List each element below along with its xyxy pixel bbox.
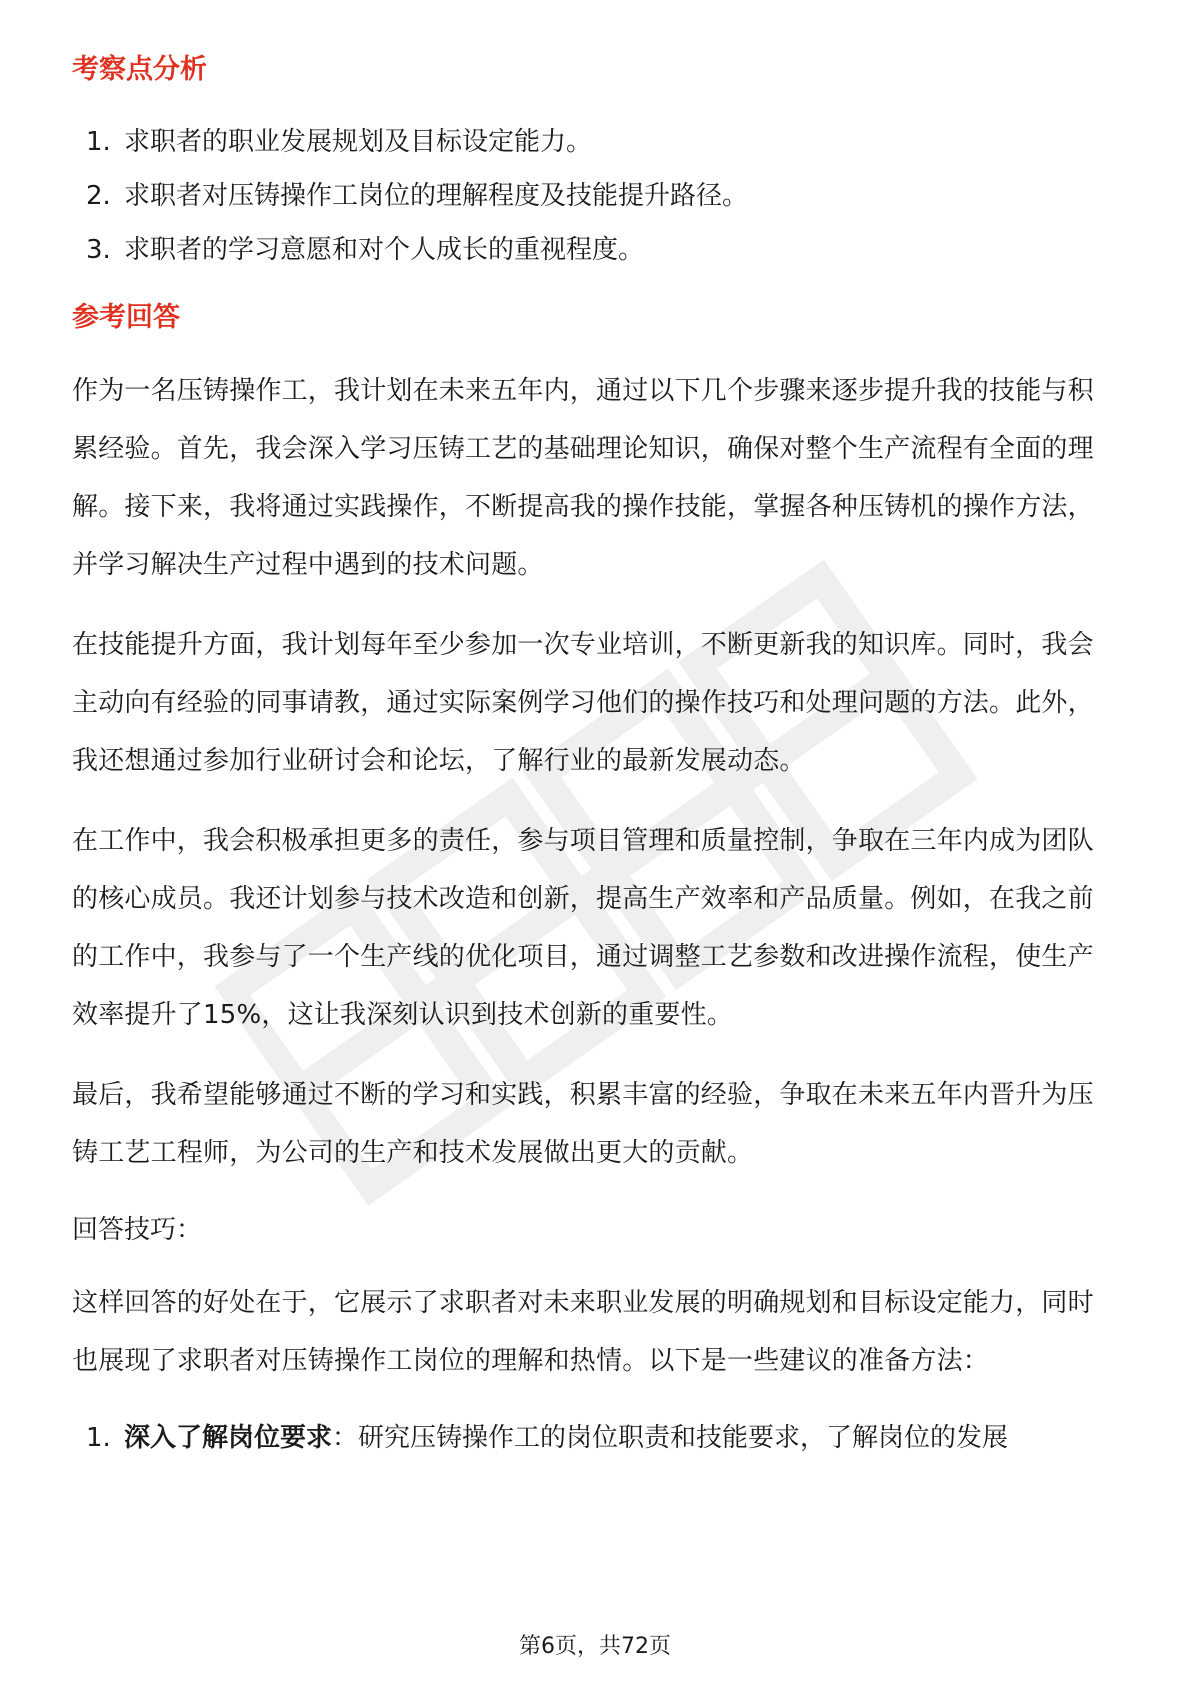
- analysis-list: [72, 124, 1117, 268]
- answer-paragraph: 作为一名压铸操作工，我计划在未来五年内，通过以下几个步骤来逐步提升我的技能与积累经验。首先，我会深入学习压铸工艺的基础理论知识，确保对整个生产流程有全面的理解。接下来，我将通过实践操作，不断提高我的操作技能，掌握各种压铸机的操作方法，并学习解决生产过程中遇到的技术问题。: [72, 376, 1094, 580]
- list-text: 求职者的学习意愿和对个人成长的重视程度。: [124, 235, 645, 265]
- list-item: [72, 124, 1117, 160]
- page-number: 第6页，共72页: [519, 1634, 671, 1659]
- prep-list-item: [72, 1418, 1117, 1458]
- reference-heading: 参考回答: [72, 302, 180, 333]
- content-area: [72, 50, 1117, 1458]
- list-text: 求职者对压铸操作工岗位的理解程度及技能提升路径。: [124, 181, 749, 211]
- list-number: 1.: [86, 127, 111, 157]
- answer-paragraph: 在工作中，我会积极承担更多的责任，参与项目管理和质量控制，争取在三年内成为团队的核心成员。我还计划参与技术改造和创新，提高生产效率和产品质量。例如，在我之前的工作中，我参与了一个生产线的优化项目，通过调整工艺参数和改进操作流程，使生产效率提升了15%，这让我深刻认识到技术创新的重要性。: [72, 826, 1094, 1030]
- list-text: 求职者的职业发展规划及目标设定能力。: [124, 127, 593, 157]
- list-number: 2.: [86, 181, 111, 211]
- tips-paragraph: 这样回答的好处在于，它展示了求职者对未来职业发展的明确规划和目标设定能力，同时也展现了求职者对压铸操作工岗位的理解和热情。以下是一些建议的准备方法：: [72, 1288, 1094, 1376]
- list-number: 1.: [86, 1423, 111, 1453]
- answer-paragraph: 最后，我希望能够通过不断的学习和实践，积累丰富的经验，争取在未来五年内晋升为压铸工艺工程师，为公司的生产和技术发展做出更大的贡献。: [72, 1080, 1094, 1168]
- prep-item-title: 深入了解岗位要求: [124, 1423, 333, 1453]
- tips-label: 回答技巧：: [72, 1215, 203, 1245]
- list-item: [72, 178, 1117, 214]
- prep-item-text: ：研究压铸操作工的岗位职责和技能要求，了解岗位的发展: [332, 1423, 1009, 1453]
- list-number: 3.: [86, 235, 111, 265]
- answer-paragraph: 在技能提升方面，我计划每年至少参加一次专业培训，不断更新我的知识库。同时，我会主动向有经验的同事请教，通过实际案例学习他们的操作技巧和处理问题的方法。此外，我还想通过参加行业研讨会和论坛，了解行业的最新发展动态。: [72, 630, 1094, 776]
- list-item: [72, 232, 1117, 268]
- analysis-heading: 考察点分析: [72, 54, 207, 85]
